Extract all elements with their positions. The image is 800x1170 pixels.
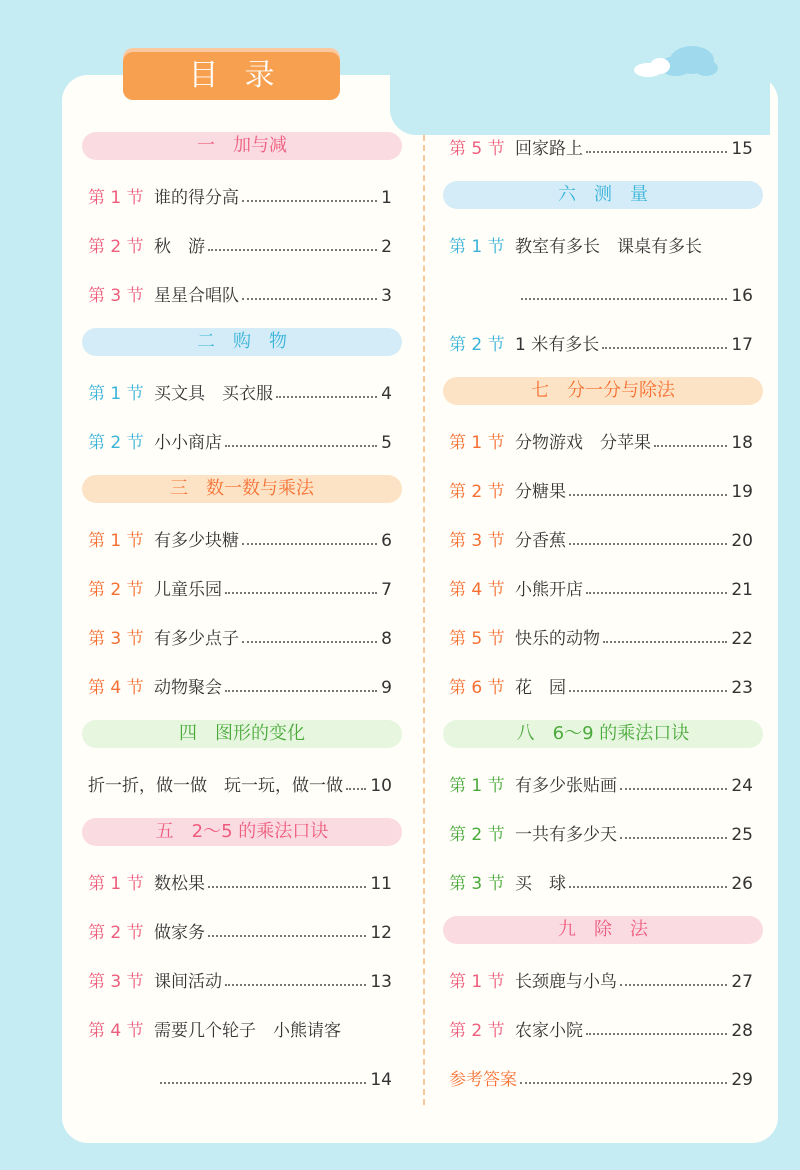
- section-number: 第 2 节: [88, 580, 144, 600]
- unit-heading: 五 2～5 的乘法口诀: [82, 818, 402, 846]
- section-title: 小小商店: [154, 433, 222, 453]
- unit-heading: 四 图形的变化: [82, 720, 402, 748]
- section-number: 第 1 节: [88, 531, 144, 551]
- section-title: 回家路上: [515, 139, 583, 159]
- dot-leader: [225, 445, 377, 447]
- dot-leader: [225, 592, 377, 594]
- page-number: 12: [370, 923, 392, 943]
- dot-leader: [569, 543, 727, 545]
- section-number: 第 4 节: [88, 678, 144, 698]
- dot-leader: [242, 298, 377, 300]
- dot-leader: [586, 151, 727, 153]
- section-title: 分物游戏 分苹果: [515, 433, 651, 453]
- toc-entry[interactable]: [88, 966, 392, 992]
- answers-title: 参考答案: [449, 1070, 517, 1090]
- page-number: 28: [731, 1021, 753, 1041]
- page-number: 3: [381, 286, 392, 306]
- dot-leader: [208, 886, 366, 888]
- dot-leader: [520, 1082, 727, 1084]
- dot-leader: [620, 984, 727, 986]
- dot-leader: [586, 592, 727, 594]
- toc-entry-continuation[interactable]: [449, 280, 753, 306]
- toc-entry[interactable]: [449, 329, 753, 355]
- section-number: 第 1 节: [88, 188, 144, 208]
- toc-entry[interactable]: [88, 917, 392, 943]
- toc-entry[interactable]: [88, 525, 392, 551]
- page-number: 5: [381, 433, 392, 453]
- page-number: 15: [731, 139, 753, 159]
- section-title: 小熊开店: [515, 580, 583, 600]
- section-number: 第 3 节: [449, 531, 505, 551]
- page-number: 23: [731, 678, 753, 698]
- page-number: 13: [370, 972, 392, 992]
- section-number: 第 1 节: [449, 433, 505, 453]
- unit-heading: 六 测 量: [443, 181, 763, 209]
- section-number: 第 2 节: [449, 482, 505, 502]
- unit-heading: 二 购 物: [82, 328, 402, 356]
- toc-entry[interactable]: [88, 623, 392, 649]
- dot-leader: [225, 690, 377, 692]
- dot-leader: [620, 788, 727, 790]
- contents-title-tab: [123, 52, 340, 100]
- section-title: 一共有多少天: [515, 825, 617, 845]
- toc-entry[interactable]: [88, 182, 392, 208]
- section-number: 第 2 节: [449, 1021, 505, 1041]
- section-number: 第 2 节: [449, 825, 505, 845]
- section-number: 第 1 节: [88, 384, 144, 404]
- section-title: 花 园: [515, 678, 566, 698]
- toc-entry[interactable]: [449, 672, 753, 698]
- page-number: 9: [381, 678, 392, 698]
- page-number: 17: [731, 335, 753, 355]
- toc-entry[interactable]: [88, 1015, 392, 1041]
- toc-entry[interactable]: [449, 133, 753, 159]
- dot-leader: [654, 445, 727, 447]
- page-number: 25: [731, 825, 753, 845]
- section-title: 分香蕉: [515, 531, 566, 551]
- section-title: 买文具 买衣服: [154, 384, 273, 404]
- toc-entry[interactable]: [449, 868, 753, 894]
- page-number: 18: [731, 433, 753, 453]
- page-number: 1: [381, 188, 392, 208]
- toc-entry-continuation[interactable]: [88, 1064, 392, 1090]
- section-title: 星星合唱队: [154, 286, 239, 306]
- page-number: 7: [381, 580, 392, 600]
- unit-heading: 一 加与减: [82, 132, 402, 160]
- section-number: 第 1 节: [449, 972, 505, 992]
- right-column: [443, 121, 763, 1101]
- dot-leader: [208, 935, 366, 937]
- unit-heading: 三 数一数与乘法: [82, 475, 402, 503]
- section-title: 买 球: [515, 874, 566, 894]
- section-title: 教室有多长 课桌有多长: [515, 237, 702, 257]
- page-number: 29: [731, 1070, 753, 1090]
- page-number: 19: [731, 482, 753, 502]
- dot-leader: [586, 1033, 727, 1035]
- section-title: 课间活动: [154, 972, 222, 992]
- section-title: 做家务: [154, 923, 205, 943]
- page-number: 2: [381, 237, 392, 257]
- toc-entry[interactable]: [449, 1064, 753, 1090]
- dot-leader: [242, 200, 377, 202]
- section-number: 第 3 节: [449, 874, 505, 894]
- toc-entry[interactable]: [88, 868, 392, 894]
- unit-heading: 九 除 法: [443, 916, 763, 944]
- dot-leader: [569, 690, 727, 692]
- page-number: 4: [381, 384, 392, 404]
- page-number: 10: [370, 776, 392, 796]
- column-divider: [423, 135, 425, 1105]
- toc-entry[interactable]: [449, 623, 753, 649]
- section-title: 数松果: [154, 874, 205, 894]
- toc-entry[interactable]: [88, 770, 392, 796]
- dot-leader: [242, 543, 377, 545]
- dot-leader: [521, 298, 727, 300]
- section-title: 有多少张贴画: [515, 776, 617, 796]
- left-column: [82, 121, 402, 1101]
- page-number: 6: [381, 531, 392, 551]
- dot-leader: [225, 984, 366, 986]
- toc-entry[interactable]: [449, 770, 753, 796]
- toc-entry[interactable]: [449, 966, 753, 992]
- toc-entry[interactable]: [88, 672, 392, 698]
- unit-heading: 八 6～9 的乘法口诀: [443, 720, 763, 748]
- section-number: 第 2 节: [88, 923, 144, 943]
- toc-entry[interactable]: [88, 574, 392, 600]
- section-number: 第 5 节: [449, 629, 505, 649]
- toc-entry[interactable]: [449, 476, 753, 502]
- section-number: 第 3 节: [88, 629, 144, 649]
- section-number: 第 4 节: [449, 580, 505, 600]
- dot-leader: [242, 641, 377, 643]
- section-number: 第 2 节: [88, 433, 144, 453]
- dot-leader: [620, 837, 727, 839]
- toc-entry[interactable]: [449, 525, 753, 551]
- page-number: 20: [731, 531, 753, 551]
- section-title: 秋 游: [154, 237, 205, 257]
- dot-leader: [346, 788, 366, 790]
- section-title: 折一折，做一做 玩一玩，做一做: [88, 776, 343, 796]
- dot-leader: [569, 886, 727, 888]
- section-title: 长颈鹿与小鸟: [515, 972, 617, 992]
- page-number: 24: [731, 776, 753, 796]
- toc-entry[interactable]: [88, 378, 392, 404]
- section-title: 农家小院: [515, 1021, 583, 1041]
- section-title: 分糖果: [515, 482, 566, 502]
- toc-entry[interactable]: [88, 231, 392, 257]
- section-title: 需要几个轮子 小熊请客: [154, 1021, 341, 1041]
- dot-leader: [569, 494, 727, 496]
- section-number: 第 2 节: [88, 237, 144, 257]
- section-number: 第 4 节: [88, 1021, 144, 1041]
- toc-entry[interactable]: [88, 280, 392, 306]
- dot-leader: [208, 249, 377, 251]
- toc-entry[interactable]: [449, 819, 753, 845]
- page-number: 26: [731, 874, 753, 894]
- toc-entry[interactable]: [449, 231, 753, 257]
- section-title: 有多少块糖: [154, 531, 239, 551]
- page-number: 22: [731, 629, 753, 649]
- section-number: 第 3 节: [88, 972, 144, 992]
- cloud-icon: [630, 40, 720, 80]
- section-title: 动物聚会: [154, 678, 222, 698]
- section-number: 第 3 节: [88, 286, 144, 306]
- toc-entry[interactable]: [449, 1015, 753, 1041]
- page-number: 11: [370, 874, 392, 894]
- dot-leader: [603, 641, 727, 643]
- page-number: 8: [381, 629, 392, 649]
- section-number: 第 1 节: [449, 776, 505, 796]
- toc-entry[interactable]: [449, 574, 753, 600]
- section-number: 第 1 节: [449, 237, 505, 257]
- section-title: 快乐的动物: [515, 629, 600, 649]
- toc-entry[interactable]: [88, 427, 392, 453]
- dot-leader: [602, 347, 727, 349]
- page-title: 目录: [188, 58, 301, 93]
- section-title: 儿童乐园: [154, 580, 222, 600]
- section-title: 1 米有多长: [515, 335, 600, 355]
- page-number: 16: [731, 286, 753, 306]
- section-number: 第 2 节: [449, 335, 505, 355]
- unit-heading: 七 分一分与除法: [443, 377, 763, 405]
- section-title: 谁的得分高: [154, 188, 239, 208]
- section-number: 第 1 节: [88, 874, 144, 894]
- section-title: 有多少点子: [154, 629, 239, 649]
- page-number: 14: [370, 1070, 392, 1090]
- page-number: 27: [731, 972, 753, 992]
- section-number: 第 5 节: [449, 139, 505, 159]
- dot-leader: [160, 1082, 366, 1084]
- dot-leader: [276, 396, 377, 398]
- section-number: 第 6 节: [449, 678, 505, 698]
- page-number: 21: [731, 580, 753, 600]
- toc-entry[interactable]: [449, 427, 753, 453]
